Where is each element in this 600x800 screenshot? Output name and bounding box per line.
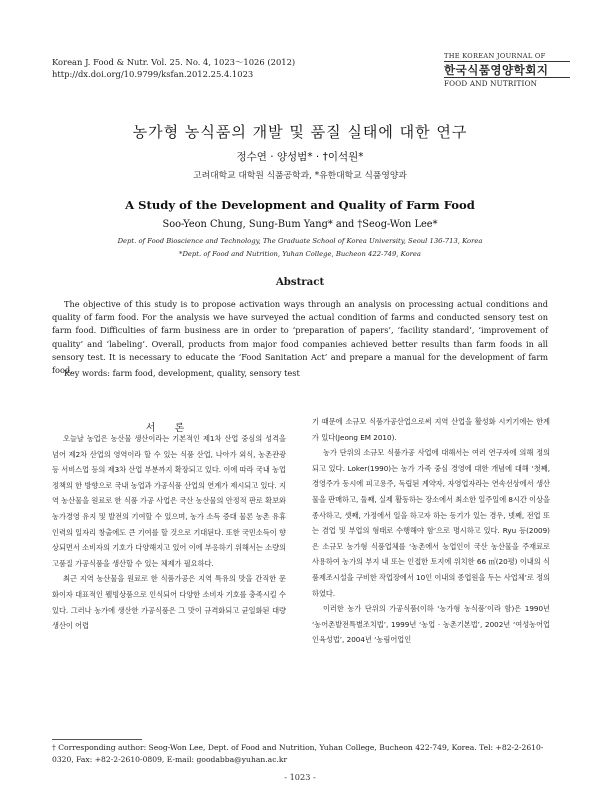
left-paragraph-1: 오늘날 농업은 농산물 생산이라는 기본적인 제1차 산업 중심의 성격을 넘어 제2차 산업의 영역이라 할 수 있는 식품 산업, 나아가 외식, 농촌관광 등 서비스업 등의 제3차 산업 부분까지 확장되고 있다. 이에 따라 국내 농업 정책의 한 방향으로 국내 농업과 가공식품 산업의 연계가 제시되고 있다. 지역 농산물을 원료로 한 식품 가공 사업은 국산 농산물의 안정적 판로 확보와 농가경영 유지 및 발전의 기여할 수 있으며, 농가 소득 증대 물론 농촌 유휴인력의 일자리 창출에도 큰 기여를 할 것으로 기대된다. 또한 국민소득이 향상되면서 소비자의 기호가 다양해지고 있어 이에 부응하기 위해서는 소량의 고품질 가공식품을 생산할 수 있는 체제가 필요하다. <box>52 434 286 568</box>
affiliation-english-1: Dept. of Food Bioscience and Technology, The Graduate School of Korea University, Seoul 136-713, Korea <box>117 237 483 245</box>
journal-logo <box>444 52 570 88</box>
journal-name-en-bottom: FOOD AND NUTRITION <box>444 77 570 88</box>
affiliation-english-2: *Dept. of Food and Nutrition, Yuhan College, Bucheon 422-749, Korea <box>179 250 421 258</box>
authors-english: Soo-Yeon Chung, Sung-Bum Yang* and †Seog-Won Lee* <box>162 219 438 230</box>
title-korean: 농가형 농식품의 개발 및 품질 실태에 대한 연구 <box>132 123 468 141</box>
keywords: Key words: farm food, development, quality, sensory test <box>64 368 300 378</box>
left-column <box>52 431 286 634</box>
journal-name-en-top: THE KOREAN JOURNAL OF <box>444 52 570 62</box>
affiliation-korean: 고려대학교 대학원 식품공학과, *유한대학교 식품영양과 <box>193 171 407 181</box>
abstract-body: The objective of this study is to propose activation ways through an analysis on processing actual conditions and quality of farm food. For the analysis we have surveyed the actual condition of farms and conducted sensory test on farm food. Difficulties of farm business are in order to ‘preparation of papers’, ‘facility standard’, ‘improvement of quality’ and ‘labeling’. Overall, products from major food companies achieved better results than farm foods in all sensory test. It is necessary to educate the ‘Food Sanitation Act’ and prepare a manual for the development of farm food. <box>52 299 548 376</box>
citation-line: Korean J. Food & Nutr. Vol. 25. No. 4, 1023～1026 (2012) <box>52 57 296 67</box>
authors-korean: 정수연 · 양성범* · †이석원* <box>236 151 364 163</box>
abstract-heading: Abstract <box>275 276 325 288</box>
journal-citation <box>52 56 295 80</box>
right-paragraph-1: 기 때문에 소규모 식품가공산업으로써 지역 산업을 활성화 시키기에는 한계가 있다(Jeong EM 2010). <box>312 417 550 442</box>
right-paragraph-2: 농가 단위의 소규모 식품가공 사업에 대해서는 여러 연구자에 의해 정의되고 있다. Loker(1990)는 농가 가족 중심 경영에 대한 개념에 대해 ‘첫째, 경영주가 동시에 피고용주, 독립된 계약자, 자영업자라는 연속선상에서 생산물을 판매하고, 둘째, 실제 활동하는 장소에서 최소한 일주일에 8시간 이상을 종사하고, 셋째, 가정에서 일을 하고자 하는 동기가 있는 경우, 넷째, 전업 또는 겸업 및 부업의 형태로 수행해야 함’으로 명시하고 있다. Ryu 등(2009)은 소규모 농가형 식품업체를 ‘농촌에서 농업인이 국산 농산물을 주재료로 사용하여 농가의 부지 내 또는 인접한 토지에 위치한 66 ㎡(20평) 이내의 식품제조시설을 구비한 작업장에서 10인 이내의 종업원을 두는 사업체’로 정의하였다. <box>312 448 551 598</box>
footnote-divider <box>52 739 142 740</box>
right-paragraph-3: 이러한 농가 단위의 가공식품(이하 ‘농가형 농식품’이라 함)은 1990년 ‘농어촌발전특별조치법’, 1999년 ‘농업 · 농촌기본법’, 2002년 ‘여성농어업인육성법’, 2004년 ‘농림어업인 <box>312 604 550 645</box>
title-english: A Study of the Development and Quality of Farm Food <box>125 198 475 212</box>
section-heading-introduction: 서 론 <box>145 423 193 434</box>
journal-name-ko: 한국식품영양학회지 <box>444 63 549 77</box>
left-paragraph-2: 최근 지역 농산물을 원료로 한 식품가공은 지역 특유의 맛을 간직한 문화이자 대표적인 웰빙상품으로 인식되어 다양한 소비자 기호를 충족시킬 수 있다. 그러나 농가에 생산한 가공식품은 그 맛이 규격화되고 균일화된 대량 생산이 어렵 <box>52 574 286 631</box>
page-number: - 1023 - <box>284 772 316 782</box>
corresponding-author-footnote: † Corresponding author: Seog-Won Lee, Dept. of Food and Nutrition, Yuhan College, Bucheon 422-749, Korea. Tel: +82-2-2610-0320, Fax: +82-2-2610-0809, E-mail: goodabba@yuhan.ac.kr <box>52 743 544 764</box>
doi-line: http://dx.doi.org/10.9799/ksfan.2012.25.4.1023 <box>52 69 254 79</box>
right-column <box>312 414 550 648</box>
